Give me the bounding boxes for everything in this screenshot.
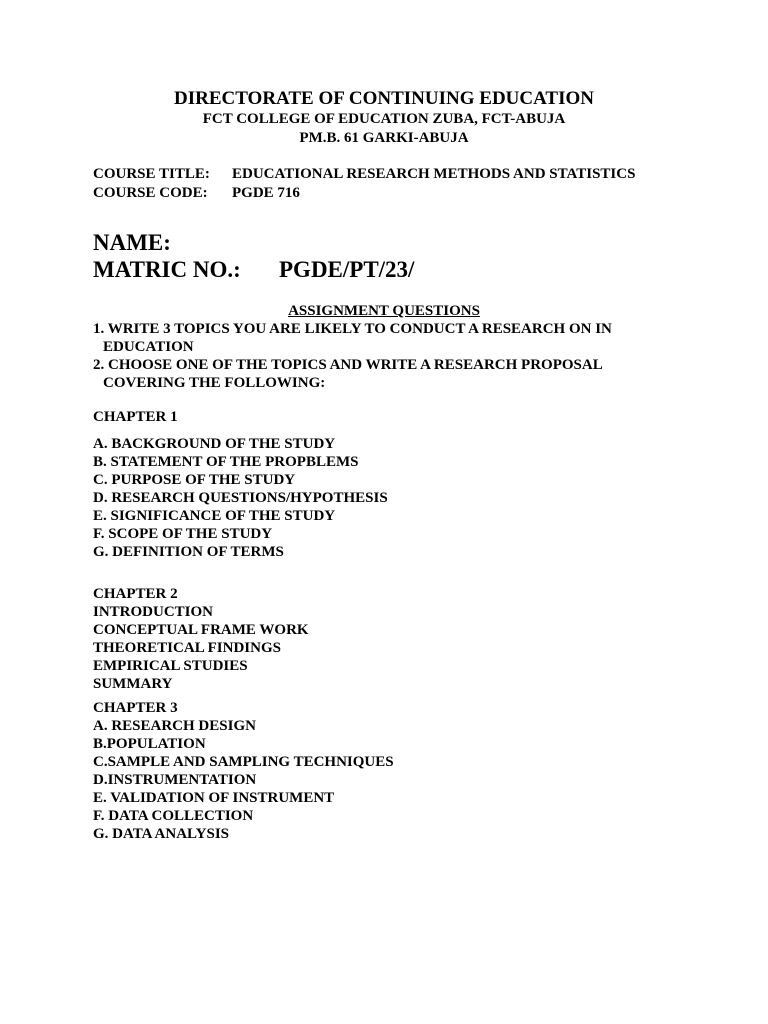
list-item: SUMMARY xyxy=(93,676,173,692)
question-2-line-1: 2. CHOOSE ONE OF THE TOPICS AND WRITE A RESEARCH PROPOSAL xyxy=(93,357,603,373)
question-2-line-2: COVERING THE FOLLOWING: xyxy=(103,375,326,391)
list-item: B.POPULATION xyxy=(93,736,206,752)
course-title-row xyxy=(93,167,635,182)
list-item: F. SCOPE OF THE STUDY xyxy=(93,526,273,542)
matric-value: PGDE/PT/23/ xyxy=(279,257,415,282)
list-item: E. VALIDATION OF INSTRUMENT xyxy=(93,790,335,806)
course-title-label: COURSE TITLE: xyxy=(93,166,210,182)
list-item: C.SAMPLE AND SAMPLING TECHNIQUES xyxy=(93,754,394,770)
list-item: THEORETICAL FINDINGS xyxy=(93,640,281,656)
question-1-line-2: EDUCATION xyxy=(103,339,194,355)
list-item: F. DATA COLLECTION xyxy=(93,808,254,824)
list-item: C. PURPOSE OF THE STUDY xyxy=(93,472,296,488)
list-item: A. BACKGROUND OF THE STUDY xyxy=(93,436,336,452)
list-item: EMPIRICAL STUDIES xyxy=(93,658,248,674)
list-item: D.INSTRUMENTATION xyxy=(93,772,257,788)
question-1-line-1: 1. WRITE 3 TOPICS YOU ARE LIKELY TO CONDUCT A RESEARCH ON IN xyxy=(93,321,612,337)
list-item: G. DEFINITION OF TERMS xyxy=(93,544,284,560)
chapter-3-title: CHAPTER 3 xyxy=(93,700,178,716)
college-name: FCT COLLEGE OF EDUCATION ZUBA, FCT-ABUJA xyxy=(202,111,566,127)
course-code-value: PGDE 716 xyxy=(232,185,300,201)
chapter-1-title: CHAPTER 1 xyxy=(93,409,178,425)
course-title-value: EDUCATIONAL RESEARCH METHODS AND STATISTICS xyxy=(232,166,636,182)
list-item: CONCEPTUAL FRAME WORK xyxy=(93,622,309,638)
list-item: E. SIGNIFICANCE OF THE STUDY xyxy=(93,508,336,524)
course-code-label: COURSE CODE: xyxy=(93,185,208,201)
college-address: PM.B. 61 GARKI-ABUJA xyxy=(299,130,469,146)
list-item: INTRODUCTION xyxy=(93,604,214,620)
directorate-heading: DIRECTORATE OF CONTINUING EDUCATION xyxy=(174,88,594,109)
list-item: A. RESEARCH DESIGN xyxy=(93,718,256,734)
assignment-heading: ASSIGNMENT QUESTIONS xyxy=(288,303,480,319)
course-code-row xyxy=(93,186,300,201)
matric-row xyxy=(93,258,414,281)
name-label: NAME: xyxy=(93,230,171,255)
chapter-2-title: CHAPTER 2 xyxy=(93,586,178,602)
list-item: D. RESEARCH QUESTIONS/HYPOTHESIS xyxy=(93,490,388,506)
matric-label: MATRIC NO.: xyxy=(93,257,241,282)
list-item: B. STATEMENT OF THE PROPBLEMS xyxy=(93,454,359,470)
list-item: G. DATA ANALYSIS xyxy=(93,826,230,842)
